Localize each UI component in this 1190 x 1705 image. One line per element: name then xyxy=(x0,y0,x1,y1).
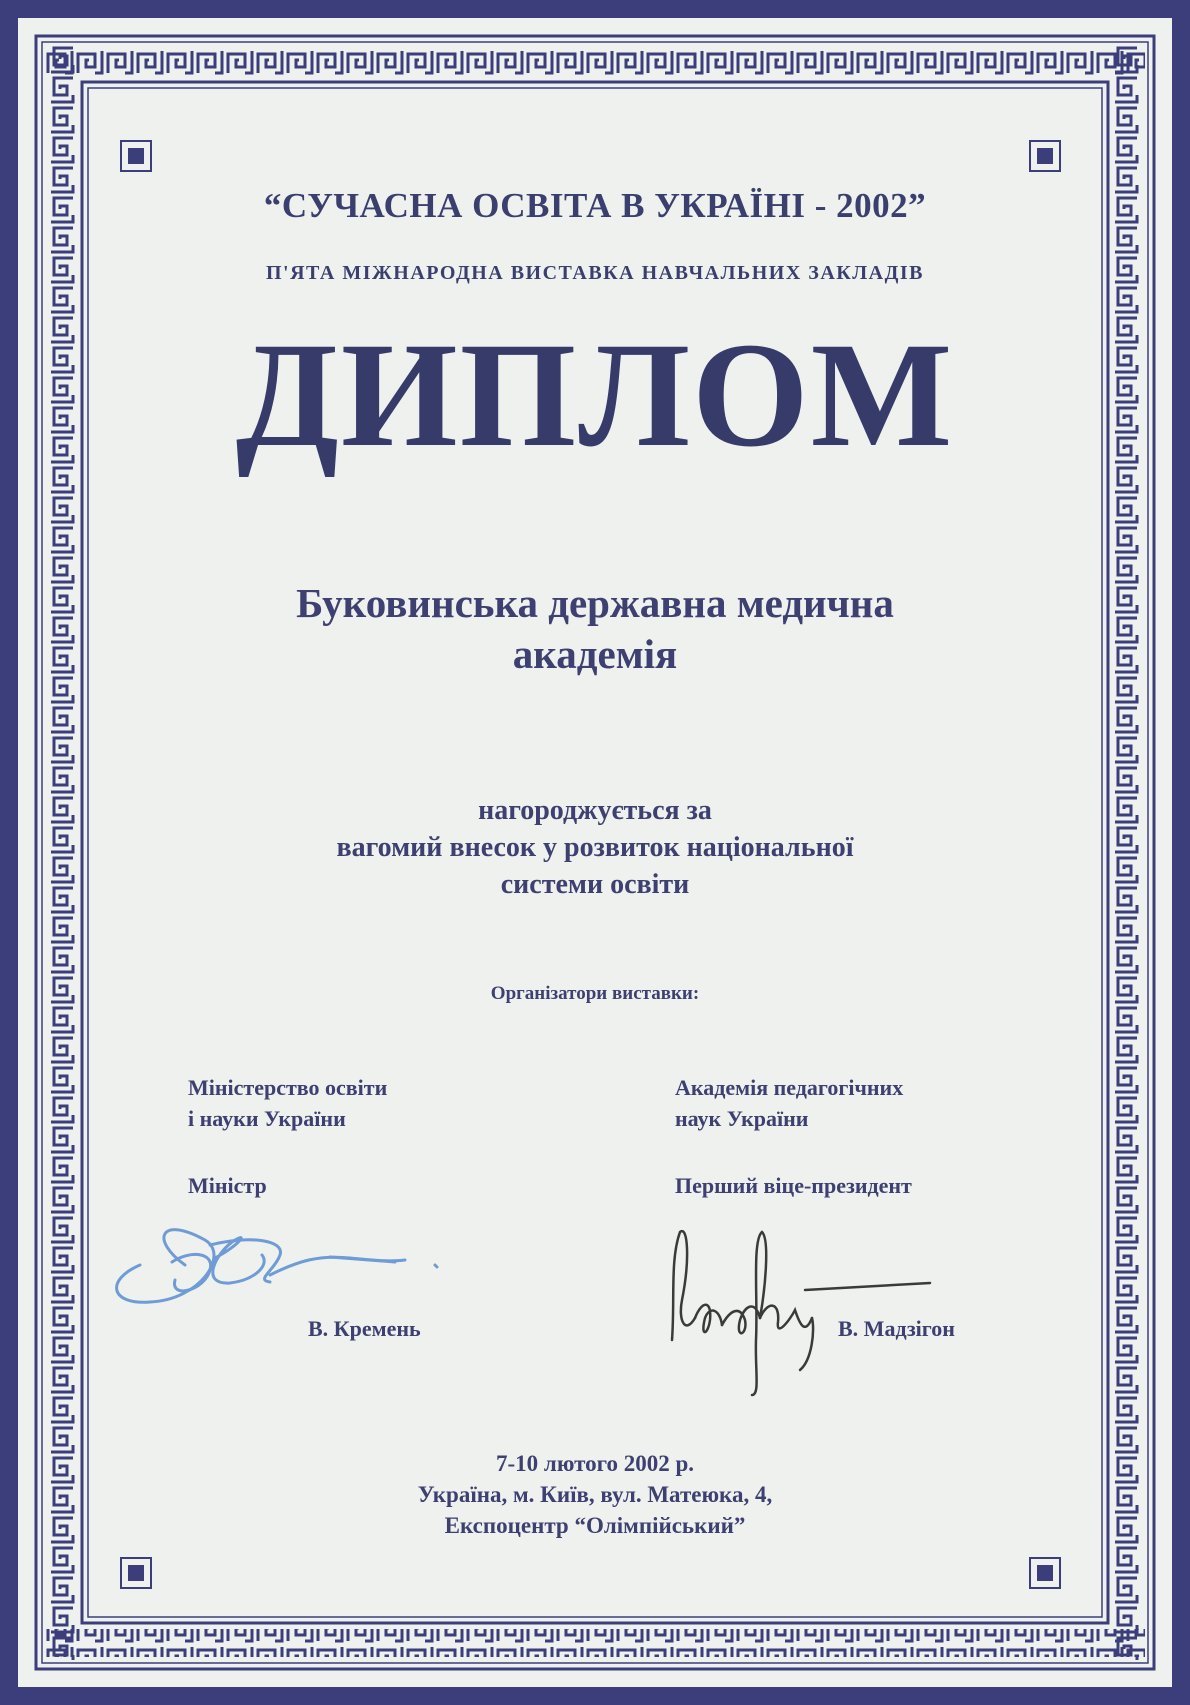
event-venue: Експоцентр “Олімпійський” xyxy=(444,1513,746,1538)
award-line-3: системи освіти xyxy=(500,869,690,900)
signer-kremen: В. Кремень xyxy=(308,1316,421,1341)
recipient-name xyxy=(0,578,1190,680)
organizer-academy xyxy=(675,1072,903,1134)
award-line-1: нагороджується за xyxy=(478,795,712,826)
event-date: 7-10 лютого 2002 р. xyxy=(496,1451,694,1476)
event-details xyxy=(0,1448,1190,1541)
key-strip-bottom xyxy=(45,1629,1145,1657)
event-address: Україна, м. Київ, вул. Матеюка, 4, xyxy=(417,1482,773,1507)
recipient-line-1: Буковинська державна медична xyxy=(296,580,894,626)
key-strip-top xyxy=(45,48,1145,76)
exhibition-subtitle: П'ЯТА МІЖНАРОДНА ВИСТАВКА НАВЧАЛЬНИХ ЗАКЛАДІВ xyxy=(266,262,924,284)
award-text xyxy=(0,792,1190,903)
diploma-heading: ДИПЛОМ xyxy=(235,312,955,478)
role-minister: Міністр xyxy=(188,1173,267,1198)
role-first-vice-president: Перший віце-президент xyxy=(675,1173,912,1198)
award-line-2: вагомий внесок у розвиток національної xyxy=(336,832,854,863)
organizer-ministry-line-2: і науки України xyxy=(188,1106,346,1131)
organizer-academy-line-1: Академія педагогічних xyxy=(675,1075,904,1100)
exhibition-title: “СУЧАСНА ОСВІТА В УКРАЇНІ - 2002” xyxy=(263,186,927,225)
signer-madzigon: В. Мадзігон xyxy=(838,1316,955,1341)
organizer-ministry-line-1: Міністерство освіти xyxy=(188,1075,388,1100)
organizer-academy-line-2: наук України xyxy=(675,1106,809,1131)
organizer-ministry xyxy=(188,1072,387,1134)
recipient-line-2: академія xyxy=(512,631,678,677)
organizers-label: Організатори виставки: xyxy=(490,983,700,1004)
